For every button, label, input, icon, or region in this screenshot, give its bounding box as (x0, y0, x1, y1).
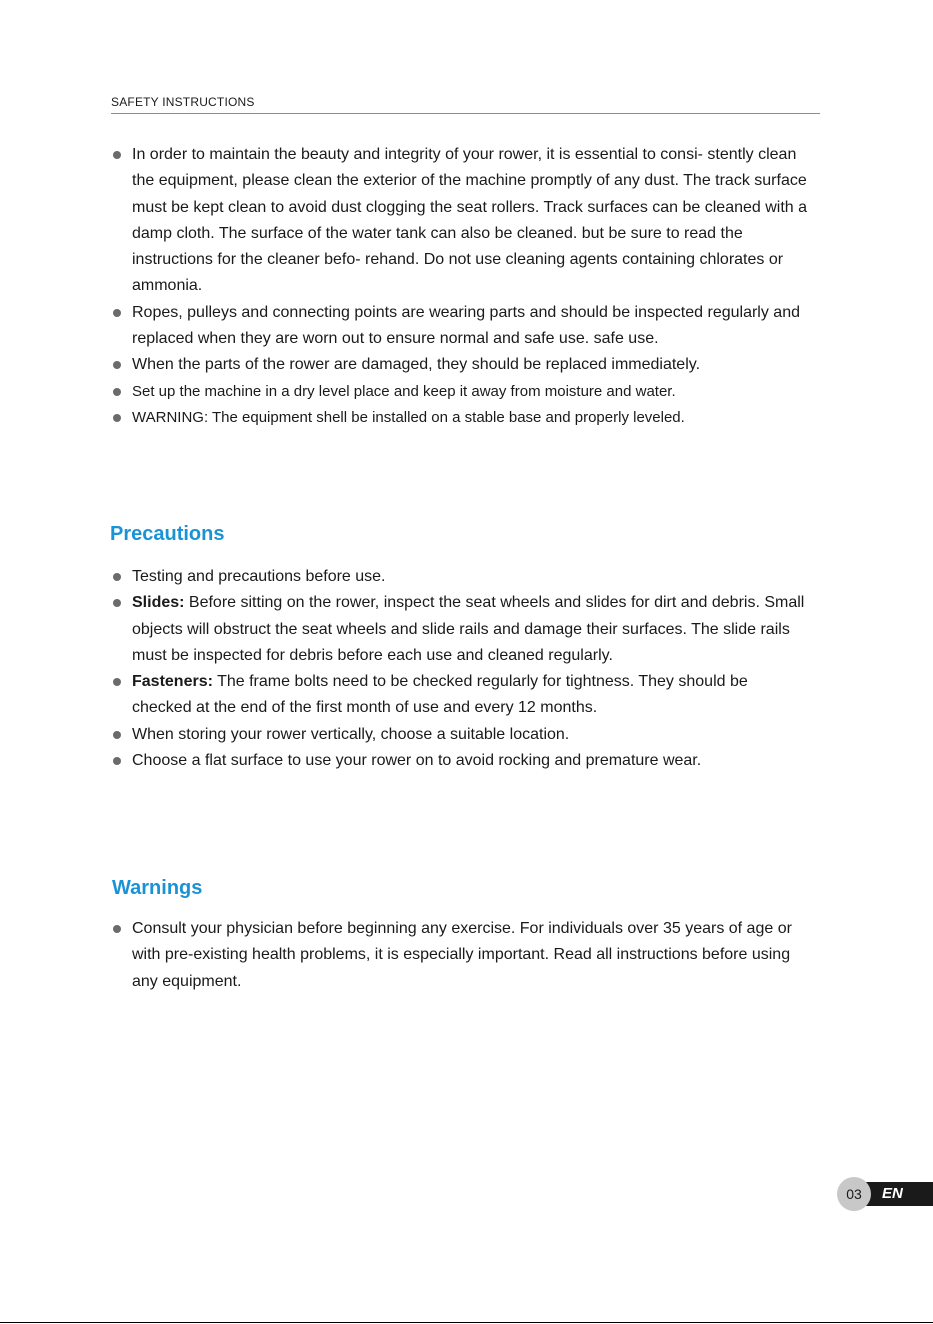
language-label: EN (882, 1185, 903, 1202)
bullet-icon (113, 757, 121, 765)
list-item-text: Before sitting on the rower, inspect the seat wheels and slides for dirt and debris. Small objects will obstruct the seat wheels and slide rails and damage their surfaces. The slide rails must be inspected for debris before each use and cleaned regularly. (132, 594, 805, 664)
list-item-text: Consult your physician before beginning any exercise. For individuals over 35 years of age or with pre-existing health problems, it is especially important. Read all instructions before using any equipment. (132, 920, 792, 990)
list-item (111, 916, 811, 995)
list-item (111, 300, 811, 353)
bullet-icon (113, 731, 121, 739)
bullet-icon (113, 573, 121, 581)
bullet-icon (113, 925, 121, 933)
page-number: 03 (837, 1177, 871, 1211)
list-item-text: Ropes, pulleys and connecting points are wearing parts and should be inspected regularly and replaced when they are worn out to ensure normal and safe use. safe use. (132, 303, 800, 348)
warnings-list (111, 916, 811, 995)
bullet-icon (113, 678, 121, 686)
list-item-label: Slides: (132, 594, 185, 612)
list-item-text: In order to maintain the beauty and integrity of your rower, it is essential to consi- stently clean the equipment, please clean the exterior of the machine promptly of any dust. The track surface must be kept clean to avoid dust clogging the seat rollers. Track surfaces can be cleaned with a damp cloth. The surface of the water tank can also be cleaned. but be sure to read the instructions for the cleaner befo- rehand. Do not use cleaning agents containing chlorates or ammonia. (132, 146, 808, 295)
bullet-icon (113, 151, 121, 159)
list-item (111, 564, 811, 590)
list-item-label: Fasteners: (132, 673, 213, 691)
list-item-text: The frame bolts need to be checked regularly for tightness. They should be checked at the end of the first month of use and every 12 months. (132, 673, 748, 717)
precautions-list (111, 564, 811, 774)
list-item (111, 352, 811, 378)
list-item (111, 142, 811, 300)
list-item-text: Testing and precautions before use. (132, 568, 386, 585)
list-item-text: Set up the machine in a dry level place and keep it away from moisture and water. (132, 382, 676, 400)
list-item-text: When storing your rower vertically, choose a suitable location. (132, 725, 570, 743)
bullet-icon (113, 599, 121, 607)
list-item-text: WARNING: The equipment shell be installed on a stable base and properly leveled. (132, 408, 685, 426)
list-item (111, 748, 811, 774)
list-item (111, 669, 811, 722)
list-item (111, 722, 811, 748)
list-item (111, 405, 811, 431)
language-tab (866, 1182, 933, 1206)
precautions-heading: Precautions (110, 523, 225, 545)
safety-list (111, 142, 811, 431)
bullet-icon (113, 361, 121, 369)
list-item-text: When the parts of the rower are damaged, they should be replaced immediately. (132, 356, 701, 374)
bullet-icon (113, 388, 121, 396)
list-item (111, 590, 811, 669)
list-item (111, 379, 811, 405)
list-item-text: Choose a flat surface to use your rower on to avoid rocking and premature wear. (132, 752, 702, 770)
bullet-icon (113, 309, 121, 317)
bullet-icon (113, 414, 121, 422)
warnings-heading: Warnings (112, 877, 203, 899)
page-header (111, 95, 820, 114)
header-title: SAFETY INSTRUCTIONS (111, 95, 255, 109)
bottom-divider (0, 1322, 933, 1323)
